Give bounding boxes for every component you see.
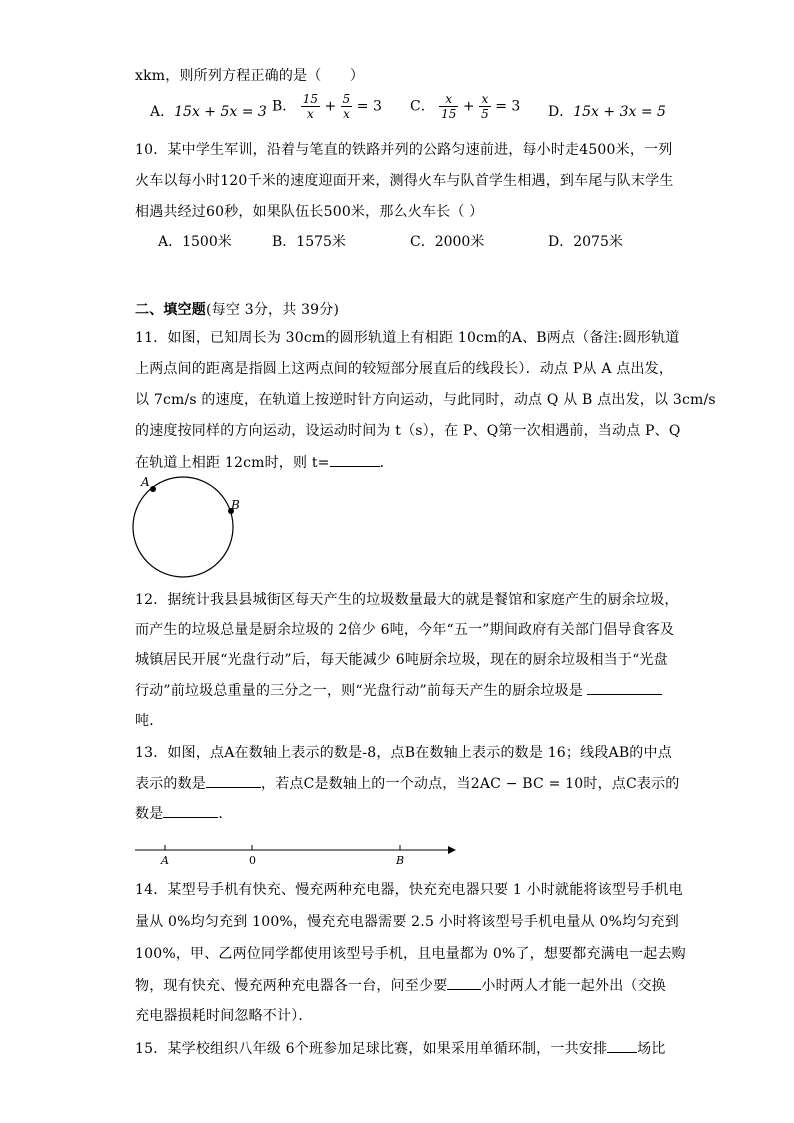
section-heading: 二、填空题(每空 3分，共 39分) bbox=[135, 302, 340, 318]
answer-blank[interactable] bbox=[330, 452, 380, 467]
q10-line-2: 火车以每小时120千米的速度迎面开来，测得火车与队首学生相遇，到车尾与队末学生 bbox=[135, 173, 674, 189]
answer-blank[interactable] bbox=[206, 773, 261, 788]
label-a: A bbox=[141, 475, 150, 489]
q14-line-2: 量从 0%均匀充到 100%，慢充充电器需要 2.5 小时将该型号手机电量从 0%均匀充到 bbox=[135, 914, 679, 930]
q10-option-b[interactable]: B．1575米 bbox=[272, 234, 346, 250]
q13-line-1: 13．如图，点A在数轴上表示的数是-8，点B在数轴上表示的数是 16；线段AB的中点 bbox=[135, 745, 672, 761]
q9-option-b[interactable]: B． $\frac{15}{x}$ + $\frac{5}{x}$ = 3 bbox=[272, 92, 382, 121]
q13-line-3: 数是 ． bbox=[135, 803, 233, 824]
q14-line-4: 物，现有快充、慢充两种充电器各一台，问至少要 小时两人才能一起外出（交换 bbox=[135, 975, 666, 996]
q12-line-5: 吨． bbox=[135, 713, 164, 729]
axis-label-b: B bbox=[396, 854, 405, 867]
q9-option-a[interactable]: A．15x + 5x = 3 bbox=[150, 104, 267, 120]
fraction: $\frac{15}{x}$ bbox=[302, 92, 319, 121]
q11-line-4: 的速度按同样的方向运动，设运动时间为 t（s），在 P、Q第一次相遇前，当动点 P、Q bbox=[135, 423, 681, 439]
q12-line-1: 12．据统计我县县城街区每天产生的垃圾数量最大的就是餐馆和家庭产生的厨余垃圾， bbox=[135, 592, 679, 608]
q11-line-1: 11．如图，已知周长为 30cm的圆形轨道上有相距 10cm的A、B两点（备注:圆形轨道 bbox=[135, 330, 680, 346]
q11-line-3: 以 7cm/s 的速度，在轨道上按逆时针方向运动，与此同时，动点 Q 从 B 点出发，以 3cm/s bbox=[135, 392, 716, 408]
circle-track bbox=[133, 477, 233, 577]
q14-line-5: 充电器损耗时间忽略不计）． bbox=[135, 1008, 313, 1024]
q10-line-1: 10．某中学生军训，沿着与笔直的铁路并列的公路匀速前进，每小时走4500米，一列 bbox=[135, 142, 673, 158]
q9-option-d[interactable]: D．15x + 3x = 5 bbox=[548, 104, 666, 120]
q11-line-5: 在轨道上相距 12cm时，则 t= ． bbox=[135, 452, 394, 473]
q15-line-1: 15．某学校组织八年级 6个班参加足球比赛，如果采用单循环制，一共安排 场比 bbox=[135, 1038, 666, 1059]
q10-line-3: 相遇共经过60秒，如果队伍长500米，那么火车长（ ） bbox=[135, 204, 484, 220]
q14-line-3: 100%，甲、乙两位同学都使用该型号手机，且电量都为 0%了，想要都充满电一起去购 bbox=[135, 946, 686, 962]
q12-line-3: 城镇居民开展“光盘行动”后，每天能减少 6吨厨余垃圾，现在的厨余垃圾相当于“光盘 bbox=[135, 652, 668, 668]
q9-tail: xkm，则所列方程正确的是（ ） bbox=[135, 68, 365, 84]
q14-line-1: 14．某型号手机有快充、慢充两种充电器，快充充电器只要 1 小时就能将该型号手机电 bbox=[135, 882, 683, 898]
circle-track-diagram bbox=[125, 472, 245, 584]
answer-blank[interactable] bbox=[607, 1038, 637, 1053]
q13-line-2: 表示的数是 ，若点C是数轴上的一个动点，当2AC − BC = 10时，点C表示的 bbox=[135, 773, 680, 794]
answer-blank[interactable] bbox=[447, 975, 481, 990]
fraction: $\frac{x}{15}$ bbox=[441, 92, 457, 121]
fraction: $\frac{x}{5}$ bbox=[481, 92, 489, 121]
axis-label-0: 0 bbox=[249, 854, 256, 867]
answer-blank[interactable] bbox=[163, 803, 218, 818]
q10-option-a[interactable]: A．1500米 bbox=[158, 234, 232, 250]
point-a bbox=[150, 486, 156, 492]
q10-option-c[interactable]: C．2000米 bbox=[410, 234, 485, 250]
axis-arrow-icon bbox=[448, 846, 456, 854]
q12-line-2: 而产生的垃圾总量是厨余垃圾的 2倍少 6吨，今年“五一”期间政府有关部门倡导食客及 bbox=[135, 622, 675, 638]
number-line-diagram bbox=[130, 838, 460, 868]
axis-label-a: A bbox=[161, 854, 169, 867]
q12-line-4: 行动”前垃圾总重量的三分之一，则“光盘行动”前每天产生的厨余垃圾是 bbox=[135, 680, 662, 701]
q11-line-2: 上两点间的距离是指圆上这两点间的较短部分展直后的线段长）．动点 P从 A 点出发， bbox=[135, 361, 674, 377]
q9-option-c[interactable]: C． $\frac{x}{15}$ + $\frac{x}{5}$ = 3 bbox=[410, 92, 521, 121]
answer-blank[interactable] bbox=[587, 680, 662, 695]
q10-option-d[interactable]: D．2075米 bbox=[548, 234, 623, 250]
label-b: B bbox=[231, 498, 240, 512]
fraction: $\frac{5}{x}$ bbox=[342, 92, 351, 121]
